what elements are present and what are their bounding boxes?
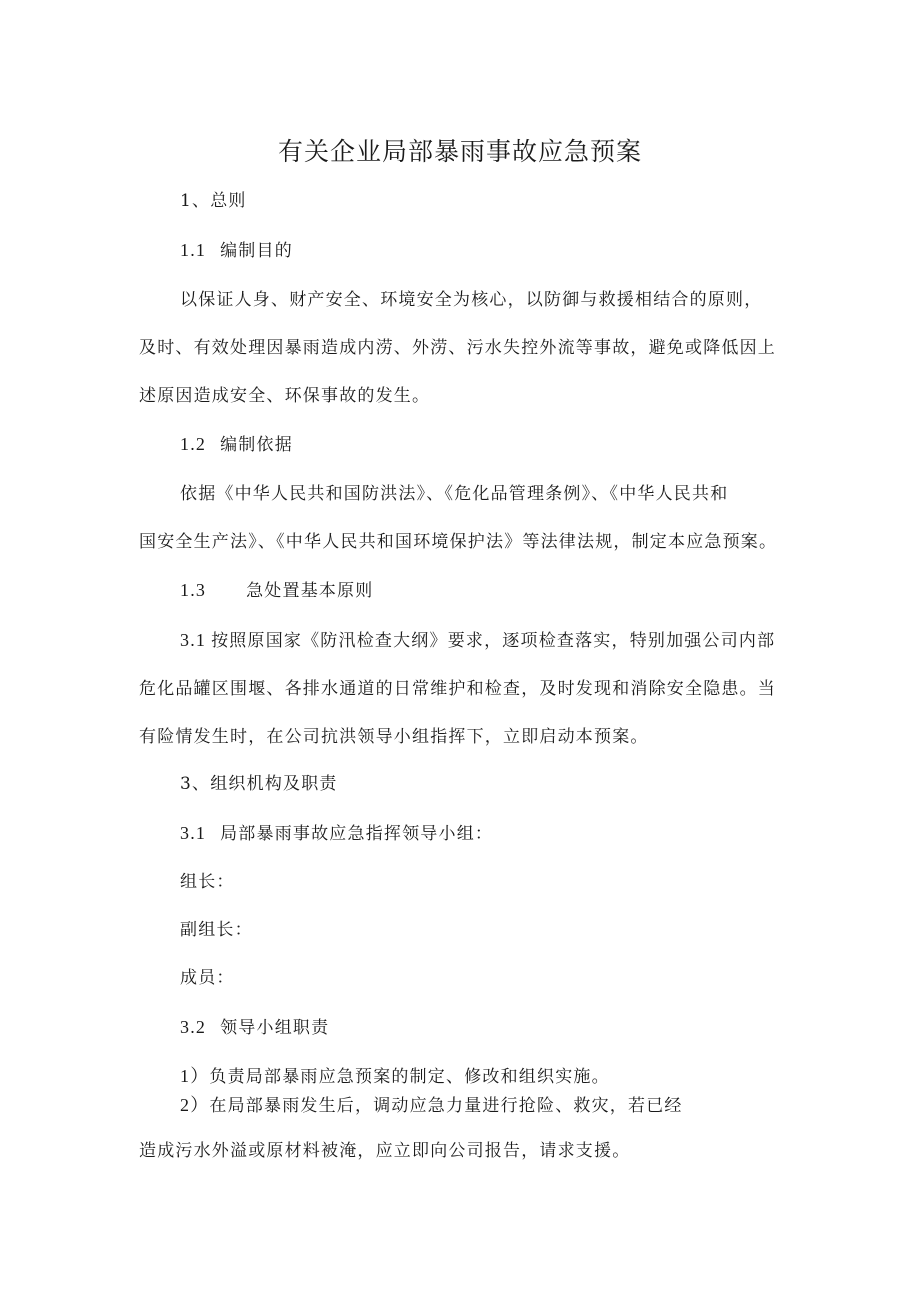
paragraph-line <box>180 626 775 655</box>
section-3-heading: 3、组织机构及职责 <box>180 774 338 794</box>
list-number: 1） <box>180 1066 210 1086</box>
list-number: 2） <box>180 1095 210 1115</box>
section-1-3-heading <box>180 576 374 605</box>
paragraph-text: 按照原国家《防汛检查大纲》要求，逐项检查落实，特别加强公司内部 <box>211 631 776 651</box>
section-number: 1.3 <box>180 580 207 600</box>
section-number: 3.1 <box>180 630 207 650</box>
leader-label: 组长： <box>180 872 235 892</box>
duty-item-1 <box>180 1062 610 1091</box>
paragraph-line: 国安全生产法》、《中华人民共和国环境保护法》等法律法规，制定本应急预案。 <box>139 532 778 552</box>
section-title: 领导小组职责 <box>220 1018 330 1038</box>
section-number: 1.2 <box>180 434 207 454</box>
section-title: 编制目的 <box>220 241 293 261</box>
paragraph-line: 及时、有效处理因暴雨造成内涝、外涝、污水失控外流等事故，避免或降低因上 <box>139 338 776 358</box>
paragraph-line: 有险情发生时，在公司抗洪领导小组指挥下，立即启动本预案。 <box>139 727 649 747</box>
paragraph-line: 依据《中华人民共和国防洪法》、《危化品管理条例》、《中华人民共和 <box>180 484 729 504</box>
section-number: 1.1 <box>180 240 207 260</box>
section-1-1-heading <box>180 236 293 265</box>
list-text: 负责局部暴雨应急预案的制定、修改和组织实施。 <box>209 1067 610 1087</box>
section-title: 编制依据 <box>220 435 293 455</box>
duty-item-2 <box>180 1091 683 1120</box>
section-3-1-heading <box>180 819 493 848</box>
section-number: 3.1 <box>180 823 207 843</box>
deputy-leader-label: 副组长： <box>180 920 253 940</box>
paragraph-line: 造成污水外溢或原材料被淹，应立即向公司报告，请求支援。 <box>139 1141 631 1161</box>
section-1-2-heading <box>180 430 293 459</box>
section-1-heading: 1、总则 <box>180 191 247 211</box>
section-3-2-heading <box>180 1013 329 1042</box>
paragraph-line: 述原因造成安全、环保事故的发生。 <box>139 386 431 406</box>
section-title: 急处置基本原则 <box>246 581 374 601</box>
section-title: 局部暴雨事故应急指挥领导小组： <box>220 824 494 844</box>
section-number: 3.2 <box>180 1017 207 1037</box>
list-text: 在局部暴雨发生后，调动应急力量进行抢险、救灾，若已经 <box>209 1096 683 1116</box>
document-title: 有关企业局部暴雨事故应急预案 <box>277 137 642 166</box>
paragraph-line: 危化品罐区围堰、各排水通道的日常维护和检查，及时发现和消除安全隐患。当 <box>139 679 776 699</box>
members-label: 成员： <box>180 968 235 988</box>
paragraph-line: 以保证人身、财产安全、环境安全为核心，以防御与救援相结合的原则， <box>180 290 763 310</box>
